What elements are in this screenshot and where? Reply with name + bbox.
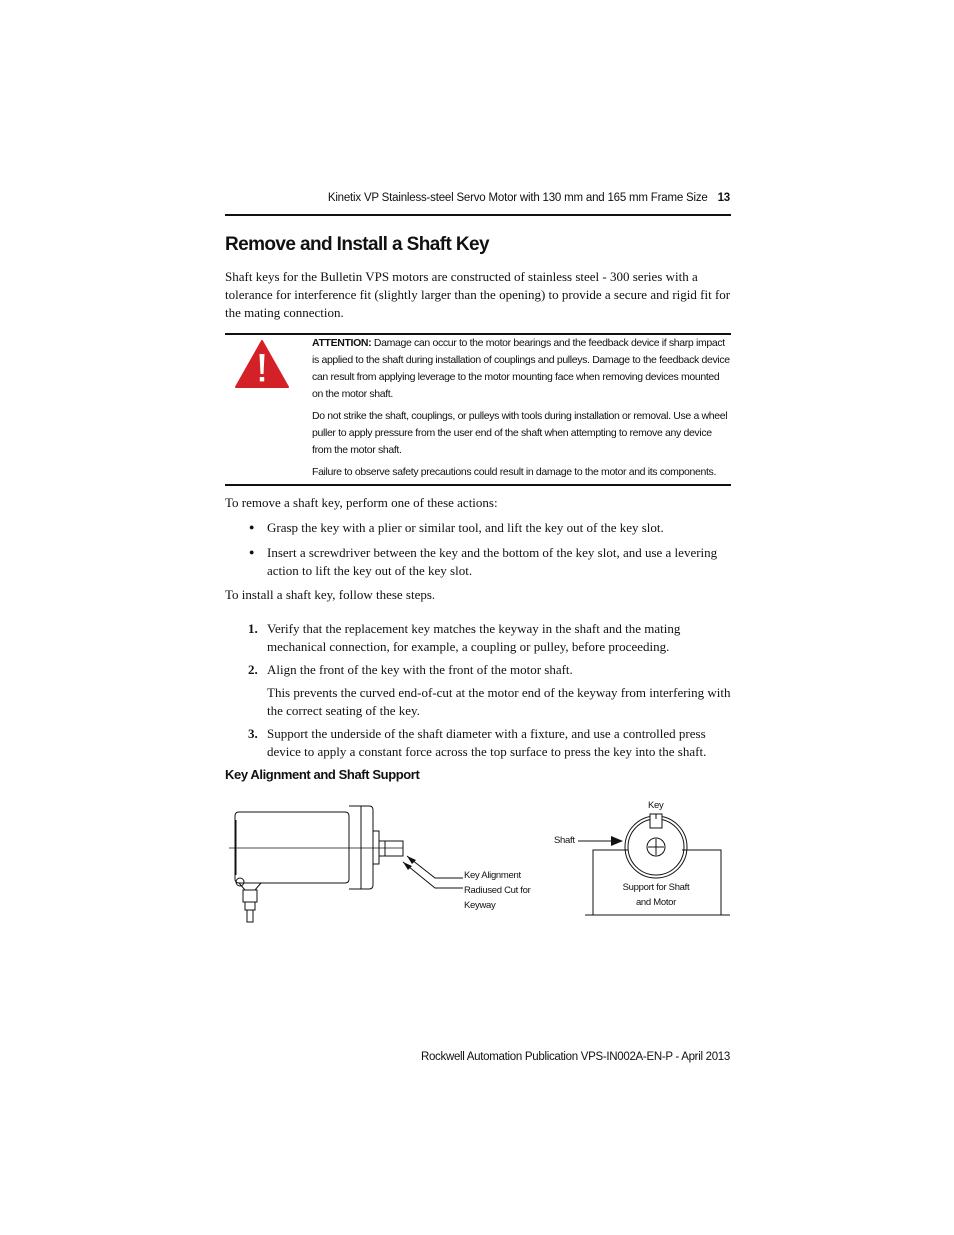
- warning-triangle-icon: [233, 338, 291, 390]
- support-label-line-2: and Motor: [635, 897, 677, 908]
- step-number: 3.: [248, 726, 258, 741]
- support-label: [615, 880, 697, 910]
- remove-item-1: Grasp the key with a plier or similar tool, and lift the key out of the key slot.: [267, 520, 664, 535]
- key-alignment-label-line-1: Key Alignment: [464, 870, 521, 881]
- running-header: [225, 192, 730, 204]
- step-1-text: Verify that the replacement key matches the keyway in the shaft and the mating mechanical connection, for example, a coupling or pulley, before proceeding.: [267, 621, 681, 654]
- step-2-note: This prevents the curved end-of-cut at the motor end of the keyway from interfering with the correct seating of the key.: [267, 685, 731, 718]
- step-number: 1.: [248, 621, 258, 636]
- step-number: 2.: [248, 662, 258, 677]
- step-3-text: Support the underside of the shaft diameter with a fixture, and use a controlled press device to apply a constant force across the top surface to press the key into the shaft.: [267, 726, 707, 759]
- key-alignment-label-line-3: Keyway: [464, 900, 496, 911]
- remove-item-2: Insert a screwdriver between the key and the bottom of the key slot, and use a levering action to lift the key out of the key slot.: [267, 545, 718, 578]
- key-label: Key: [648, 800, 664, 811]
- support-label-line-1: Support for Shaft: [622, 882, 690, 893]
- attention-label: ATTENTION:: [312, 337, 372, 349]
- attention-text-1: Damage can occur to the motor bearings and the feedback device if sharp impact is applied to the shaft during installation of couplings and pulleys. Damage to the feedback device can result from applying leverage to the motor mounting face when removing devices mounted on the motor shaft.: [312, 337, 730, 400]
- attention-paragraph-2: Do not strike the shaft, couplings, or pulleys with tools during installation or removal. Use a wheel puller to apply pressure from the user end of the shaft when attempting to remove any device from the motor shaft.: [312, 410, 728, 456]
- intro-paragraph: Shaft keys for the Bulletin VPS motors are constructed of stainless steel - 300 series with a tolerance for interference fit (slightly larger than the opening) to provide a secure and rigid fit for the mating connection.: [225, 269, 731, 320]
- key-alignment-label: [464, 868, 531, 913]
- publication-footer: Rockwell Automation Publication VPS-IN002A-EN-P - April 2013: [420, 1051, 730, 1063]
- remove-intro: To remove a shaft key, perform one of these actions:: [225, 495, 498, 510]
- step-2-text: Align the front of the key with the front of the motor shaft.: [267, 662, 573, 677]
- header-rule: [225, 214, 731, 216]
- attention-paragraph-1: [312, 335, 732, 403]
- page-title: Remove and Install a Shaft Key: [225, 234, 489, 255]
- page-number: 13: [717, 192, 730, 204]
- running-title: Kinetix VP Stainless-steel Servo Motor with 130 mm and 165 mm Frame Size: [327, 192, 708, 204]
- bullet-icon: ●: [249, 547, 255, 557]
- bullet-icon: ●: [249, 522, 255, 532]
- attention-bottom-rule: [225, 484, 731, 486]
- figure-title: Key Alignment and Shaft Support: [225, 767, 420, 782]
- attention-paragraph-3: Failure to observe safety precautions could result in damage to the motor and its components.: [312, 466, 717, 478]
- shaft-label: Shaft: [554, 835, 575, 846]
- install-intro: To install a shaft key, follow these steps.: [225, 587, 436, 602]
- key-alignment-label-line-2: Radiused Cut for: [464, 885, 531, 896]
